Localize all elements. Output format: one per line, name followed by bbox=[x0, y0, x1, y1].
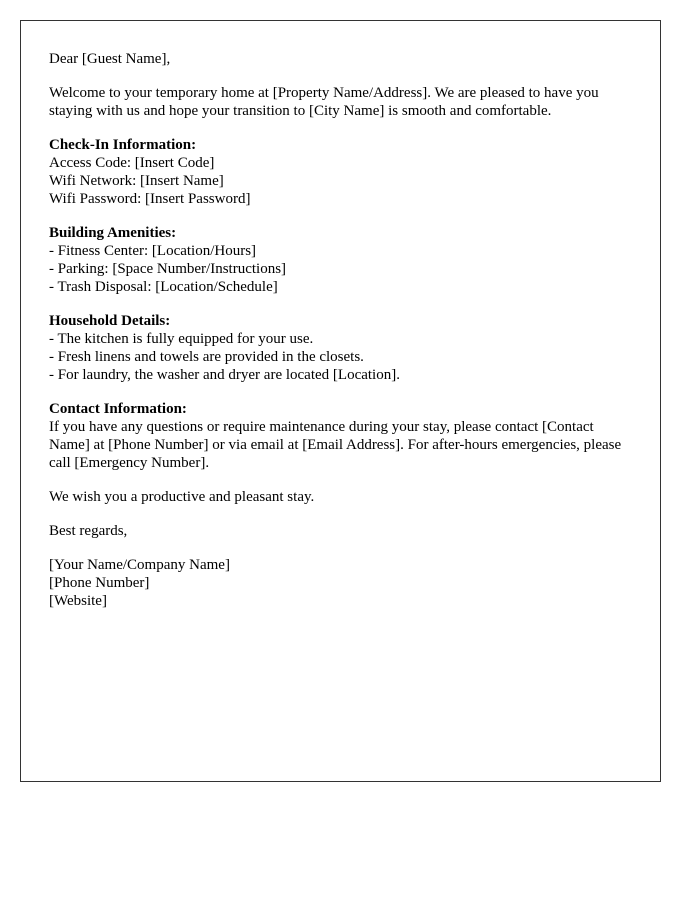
household-line: - For laundry, the washer and dryer are located [Location]. bbox=[49, 367, 400, 383]
amenities-section bbox=[49, 224, 632, 296]
wish-paragraph: We wish you a productive and pleasant stay. bbox=[49, 489, 315, 505]
contact-section bbox=[49, 400, 632, 472]
checkin-line: Wifi Password: [Insert Password] bbox=[49, 191, 251, 207]
household-line: - The kitchen is fully equipped for your use. bbox=[49, 331, 314, 347]
checkin-heading: Check-In Information: bbox=[49, 137, 197, 153]
contact-heading: Contact Information: bbox=[49, 401, 187, 417]
amenities-heading: Building Amenities: bbox=[49, 225, 177, 241]
household-section bbox=[49, 312, 632, 384]
checkin-section bbox=[49, 136, 632, 208]
greeting: Dear [Guest Name], bbox=[49, 51, 171, 67]
household-heading: Household Details: bbox=[49, 313, 171, 329]
intro-paragraph: Welcome to your temporary home at [Property Name/Address]. We are pleased to have you staying with us and hope your transition to [City Name] is smooth and comfortable. bbox=[49, 85, 599, 119]
amenity-line: - Parking: [Space Number/Instructions] bbox=[49, 261, 287, 277]
household-line: - Fresh linens and towels are provided in the closets. bbox=[49, 349, 364, 365]
checkin-line: Wifi Network: [Insert Name] bbox=[49, 173, 224, 189]
signature-name: [Your Name/Company Name] bbox=[49, 557, 230, 573]
amenity-line: - Fitness Center: [Location/Hours] bbox=[49, 243, 257, 259]
closing: Best regards, bbox=[49, 523, 128, 539]
signature-phone: [Phone Number] bbox=[49, 575, 150, 591]
signature-website: [Website] bbox=[49, 593, 107, 609]
letter bbox=[20, 20, 661, 782]
checkin-line: Access Code: [Insert Code] bbox=[49, 155, 215, 171]
amenity-line: - Trash Disposal: [Location/Schedule] bbox=[49, 279, 278, 295]
contact-text: If you have any questions or require maintenance during your stay, please contact [Contact Name] at [Phone Number] or via email at [Email Address]. For after-hours emergencies, please call [Emergency Number]. bbox=[49, 419, 622, 471]
signature-block bbox=[49, 556, 632, 610]
